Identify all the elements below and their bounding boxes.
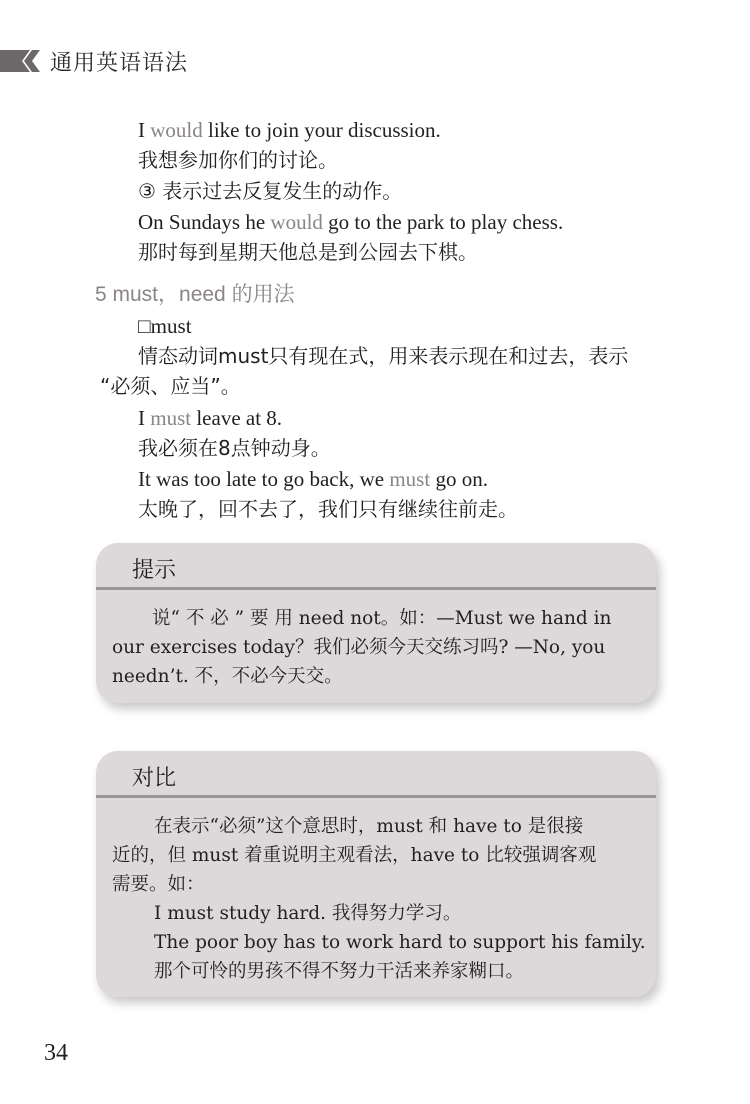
example-sentence: On Sundays he would go to the park to play chess.: [138, 210, 564, 234]
must-description: 情态动词must只有现在式，用来表示现在和过去，表示: [138, 344, 629, 368]
page-number: 34: [44, 1040, 68, 1066]
tip-box: [96, 543, 656, 703]
compare-example: I must study hard. 我得努力学习。: [154, 903, 462, 924]
compare-box: [96, 751, 656, 997]
translation: 我想参加你们的讨论。: [138, 148, 338, 172]
compare-example: The poor boy has to work hard to support his family.: [154, 932, 646, 953]
compare-translation: 那个可怜的男孩不得不努力干活来养家糊口。: [154, 961, 525, 982]
tip-box-title: 提示: [132, 558, 177, 583]
example-sentence: I must leave at 8.: [138, 406, 283, 430]
example-sentence: It was too late to go back, we must go on.: [138, 467, 488, 491]
translation: 我必须在8点钟动身。: [138, 436, 331, 460]
tip-line: needn’t. 不，不必今天交。: [112, 666, 343, 687]
compare-box-title: 对比: [132, 766, 177, 791]
divider: [96, 795, 656, 798]
compare-line: 在表示“必须”这个意思时，must 和 have to 是很接: [154, 816, 584, 837]
tip-line: our exercises today？我们必须今天交练习吗? —No, you: [112, 637, 606, 658]
example-sentence: I would like to join your discussion.: [138, 118, 441, 142]
translation: 那时每到星期天他总是到公园去下棋。: [138, 240, 478, 264]
compare-line: 需要。如：: [112, 874, 205, 895]
usage-point: ③ 表示过去反复发生的动作。: [138, 179, 403, 203]
translation: 太晚了，回不去了，我们只有继续往前走。: [138, 497, 518, 521]
compare-line: 近的，但 must 着重说明主观看法，have to 比较强调客观: [112, 845, 597, 866]
chevron-double-icon: [0, 44, 46, 78]
divider: [96, 587, 656, 590]
tip-line: 说“ 不 必 ” 要 用 need not。如：—Must we hand in: [152, 608, 612, 629]
must-label: □must: [138, 314, 192, 338]
must-description-cont: “必须、应当”。: [100, 374, 241, 398]
book-title: 通用英语语法: [50, 51, 189, 76]
section-heading: 5 must，need 的用法: [95, 283, 295, 306]
